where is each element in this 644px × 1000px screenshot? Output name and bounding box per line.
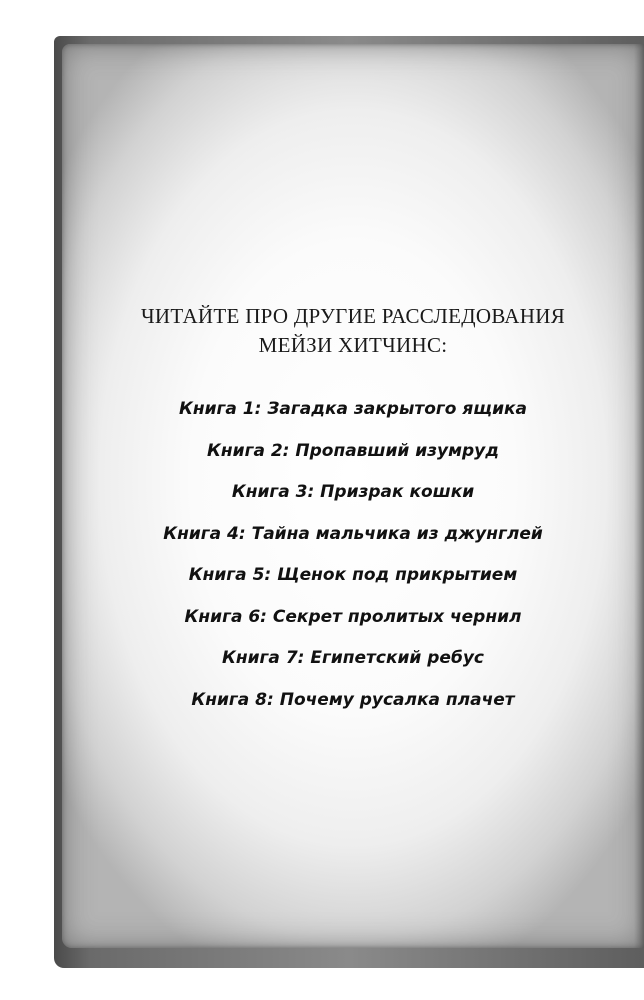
book-item-3: Книга 3: Призрак кошки bbox=[231, 482, 475, 502]
book-item-5: Книга 5: Щенок под прикрытием bbox=[188, 565, 518, 585]
heading-line-1: ЧИТАЙТЕ ПРО ДРУГИЕ РАССЛЕДОВАНИЯ bbox=[140, 304, 566, 328]
book-item-8: Книга 8: Почему русалка плачет bbox=[191, 689, 515, 710]
heading-line-2: МЕЙЗИ ХИТЧИНС: bbox=[258, 333, 448, 357]
page-heading bbox=[62, 302, 644, 360]
book-item-2: Книга 2: Пропавший изумруд bbox=[207, 440, 499, 461]
book-item-6: Книга 6: Секрет пролитых чернил bbox=[184, 606, 522, 627]
book-item-7: Книга 7: Египетский ребус bbox=[222, 648, 484, 668]
book-item-4: Книга 4: Тайна мальчика из джунглей bbox=[163, 523, 543, 544]
book-list bbox=[62, 394, 644, 726]
book-item-1: Книга 1: Загадка закрытого ящика bbox=[178, 399, 527, 419]
